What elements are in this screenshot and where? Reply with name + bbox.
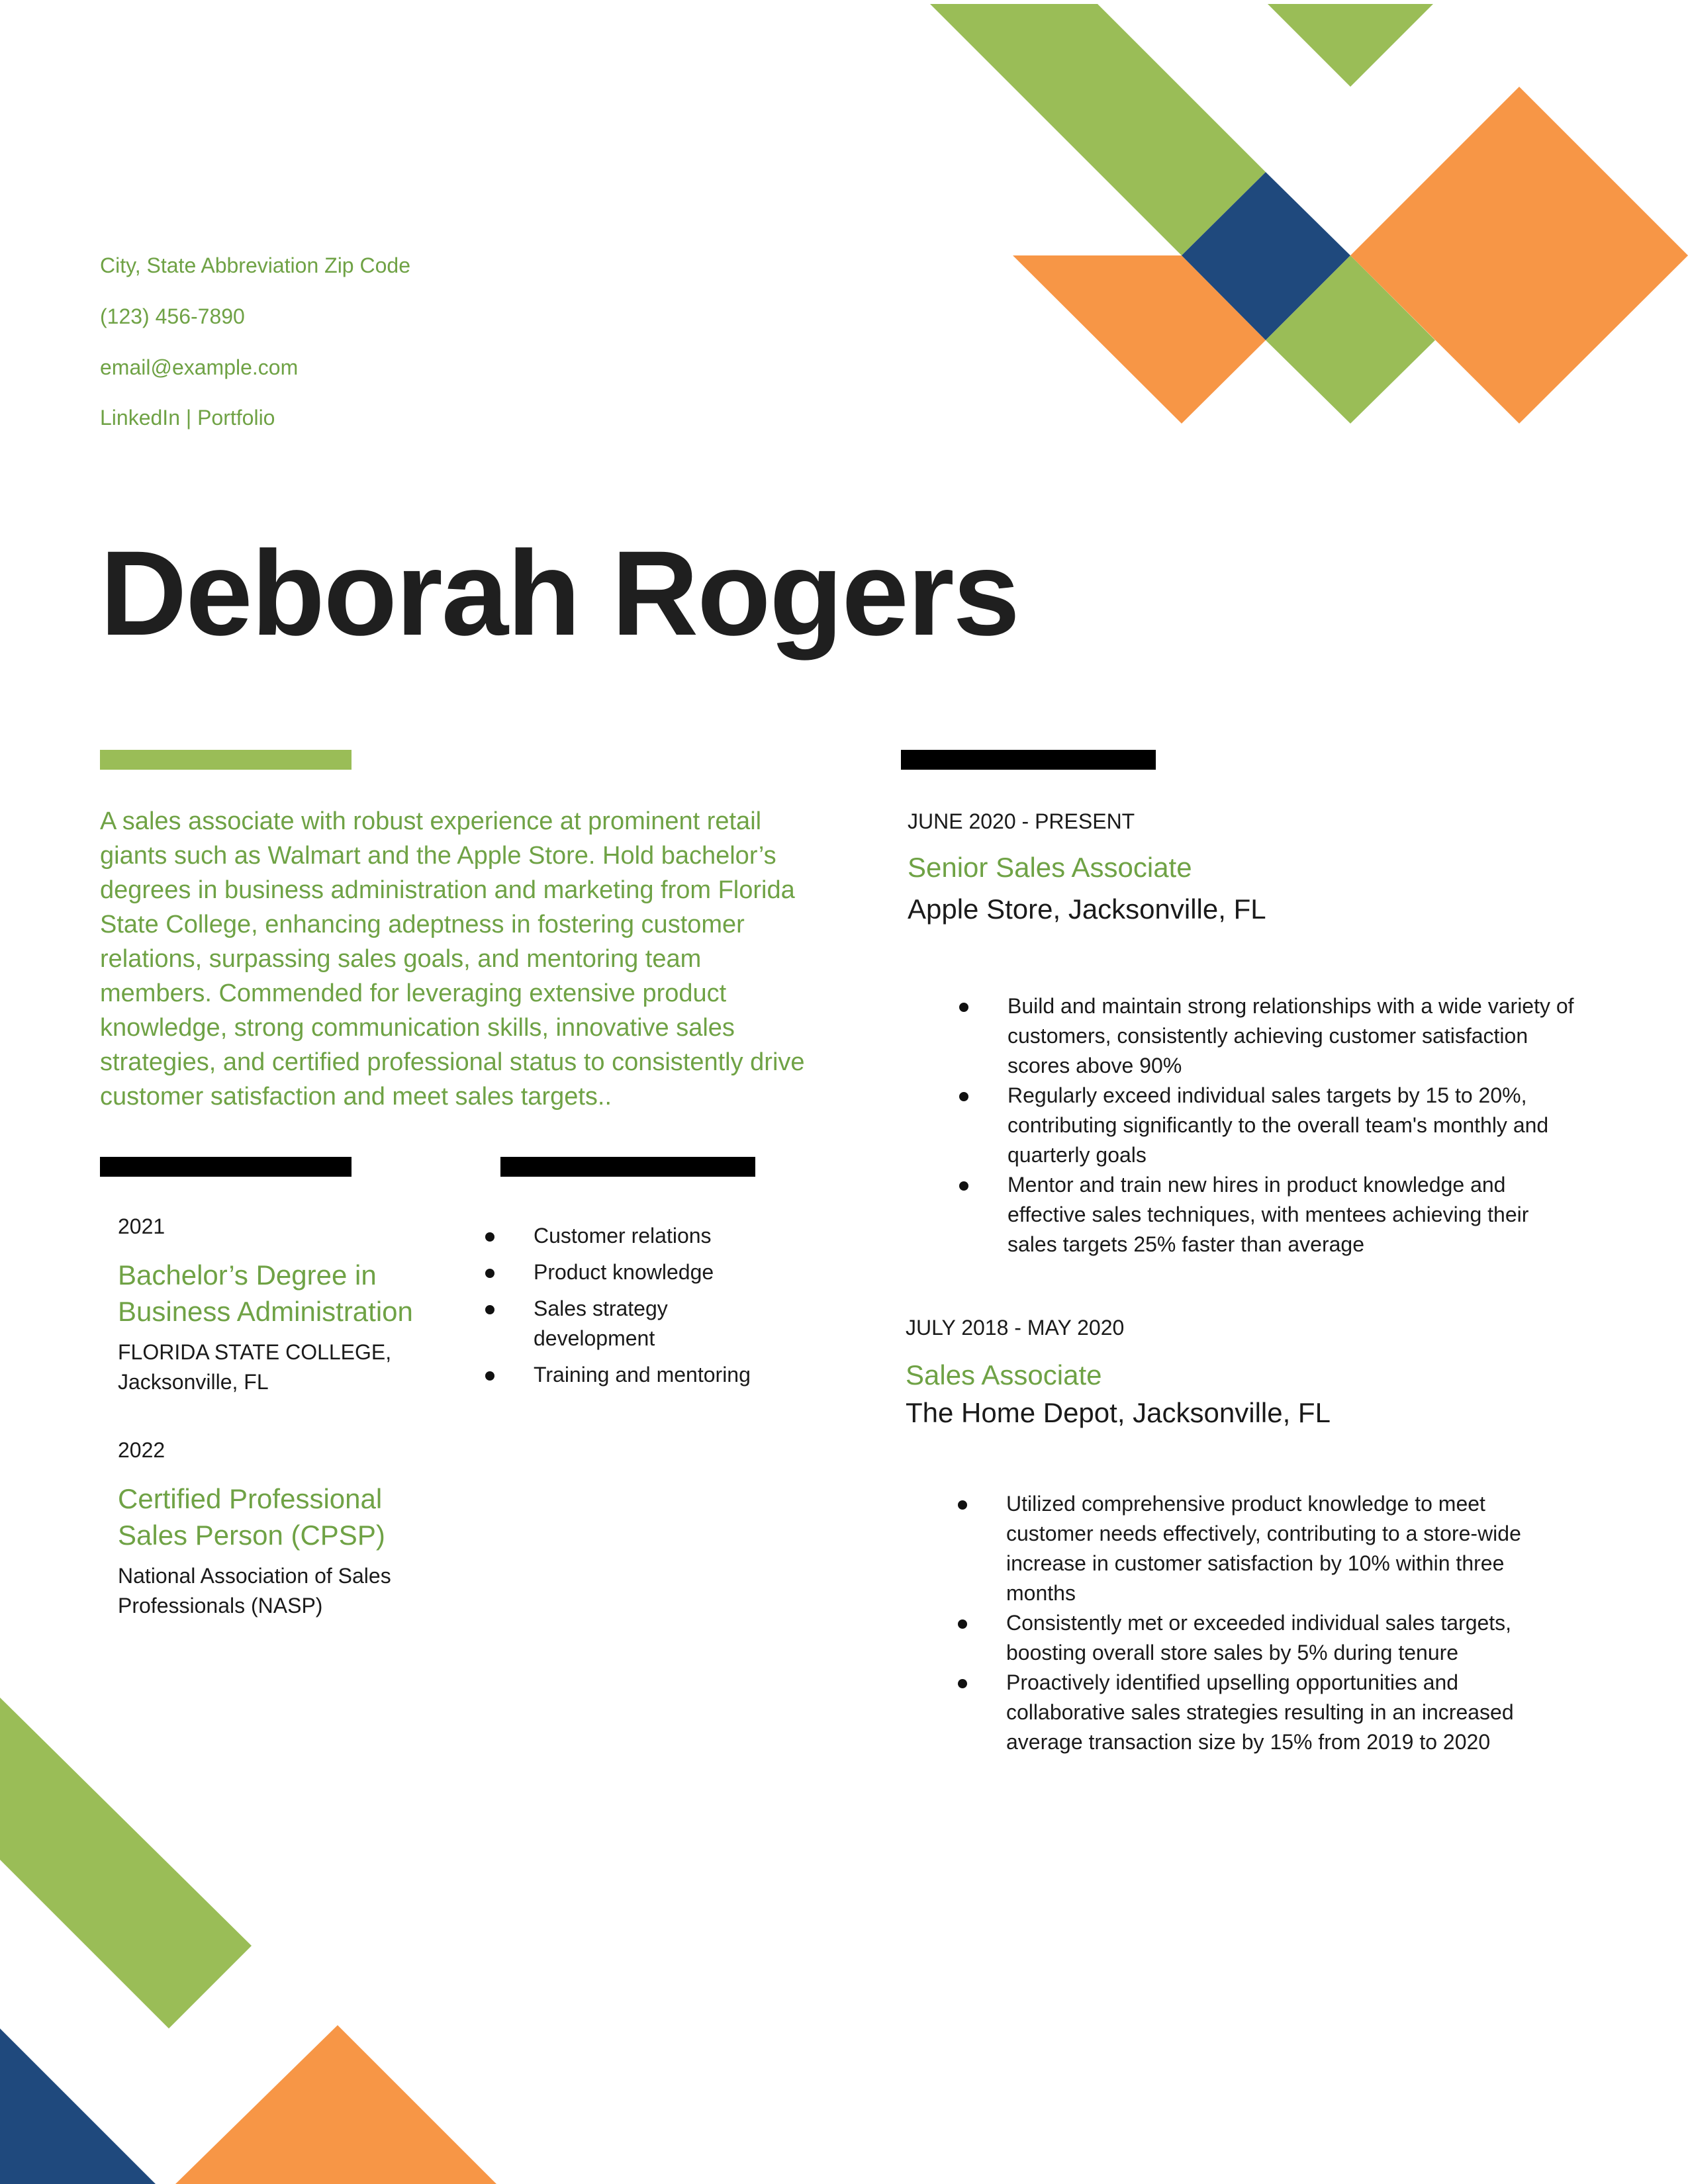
education-institution: National Association of Sales Professionals (NASP) bbox=[118, 1564, 391, 1617]
bullet-dot bbox=[485, 1371, 494, 1381]
job-bullet: Build and maintain strong relationships with a wide variety of customers, consistently achieving customer satisfaction scores above 90% bbox=[959, 991, 1581, 1081]
bullet-dot bbox=[959, 1003, 968, 1012]
education-section-bar bbox=[100, 1157, 352, 1177]
candidate-name: Deborah Rogers bbox=[100, 525, 1019, 660]
skill-item: Product knowledge bbox=[485, 1257, 770, 1287]
education-item bbox=[118, 1214, 436, 1397]
job-bullet: Proactively identified upselling opportunities and collaborative sales strategies resulting in an increased average transaction size by 15% from 2019 to 2020 bbox=[958, 1668, 1554, 1757]
bullet-dot bbox=[958, 1679, 967, 1688]
bullet-dot bbox=[958, 1500, 967, 1510]
job-bullet: Consistently met or exceeded individual sales targets, boosting overall store sales by 5% during tenure bbox=[958, 1608, 1554, 1668]
green-stripe-top bbox=[930, 4, 1266, 255]
navy-triangle-bottom bbox=[0, 2028, 156, 2184]
green-stripe-bottom bbox=[0, 1698, 252, 2028]
job-bullet: Utilized comprehensive product knowledge to meet customer needs effectively, contributing to a store-wide increase in customer satisfaction by 10% within three months bbox=[958, 1489, 1554, 1608]
job-bullet: Regularly exceed individual sales targets by 15 to 20%, contributing significantly to the overall team's monthly and quarterly goals bbox=[959, 1081, 1581, 1170]
skills-list bbox=[485, 1221, 770, 1390]
green-triangle-top bbox=[1268, 4, 1433, 87]
education-year: 2021 bbox=[118, 1214, 165, 1238]
bullet-dot bbox=[485, 1232, 494, 1242]
skill-item: Customer relations bbox=[485, 1221, 770, 1251]
bullet-dot bbox=[485, 1305, 494, 1314]
bullet-dot bbox=[485, 1269, 494, 1278]
education-item bbox=[118, 1438, 436, 1621]
orange-triangle-bottom bbox=[175, 2025, 496, 2184]
experience-section-bar bbox=[901, 750, 1156, 770]
education-title: Bachelor’s Degree in Business Administration bbox=[118, 1259, 413, 1327]
job-title: Sales Associate bbox=[906, 1359, 1102, 1390]
professional-summary: A sales associate with robust experience at prominent retail giants such as Walmart and the Apple Store. Hold bachelor’s degrees in business administration and marketing from Florida State College, enhancing adeptness in fostering customer relations, surpassing sales goals, and mentoring team members. Commended for leveraging extensive product knowledge, strong communication skills, innovative sales strategies, and certified professional status to consistently drive customer satisfaction and meet sales targets.. bbox=[100, 807, 805, 1111]
summary-section-bar bbox=[100, 750, 352, 770]
job-employer: The Home Depot, Jacksonville, FL bbox=[906, 1397, 1331, 1428]
job-title: Senior Sales Associate bbox=[908, 852, 1192, 883]
bullet-dot bbox=[958, 1619, 967, 1629]
job-bullets bbox=[958, 1489, 1554, 1757]
skills-section-bar bbox=[500, 1157, 755, 1177]
bullet-dot bbox=[959, 1181, 968, 1191]
job-employer: Apple Store, Jacksonville, FL bbox=[908, 893, 1266, 925]
contact-links[interactable]: LinkedIn | Portfolio bbox=[100, 406, 275, 430]
job-dates: JUNE 2020 - PRESENT bbox=[908, 809, 1135, 833]
bullet-dot bbox=[959, 1092, 968, 1101]
education-title: Certified Professional Sales Person (CPSP) bbox=[118, 1483, 385, 1551]
education-institution: FLORIDA STATE COLLEGE, Jacksonville, FL bbox=[118, 1340, 392, 1394]
contact-address: City, State Abbreviation Zip Code bbox=[100, 253, 410, 277]
job-dates: JULY 2018 - MAY 2020 bbox=[906, 1316, 1125, 1340]
skill-item: Sales strategy development bbox=[485, 1294, 770, 1353]
contact-email[interactable]: email@example.com bbox=[100, 355, 299, 379]
job-bullets bbox=[959, 991, 1581, 1259]
contact-phone: (123) 456-7890 bbox=[100, 304, 245, 328]
education-year: 2022 bbox=[118, 1438, 165, 1462]
job-bullet: Mentor and train new hires in product knowledge and effective sales techniques, with mentees achieving their sales targets 25% faster than average bbox=[959, 1170, 1581, 1259]
skill-item: Training and mentoring bbox=[485, 1360, 770, 1390]
